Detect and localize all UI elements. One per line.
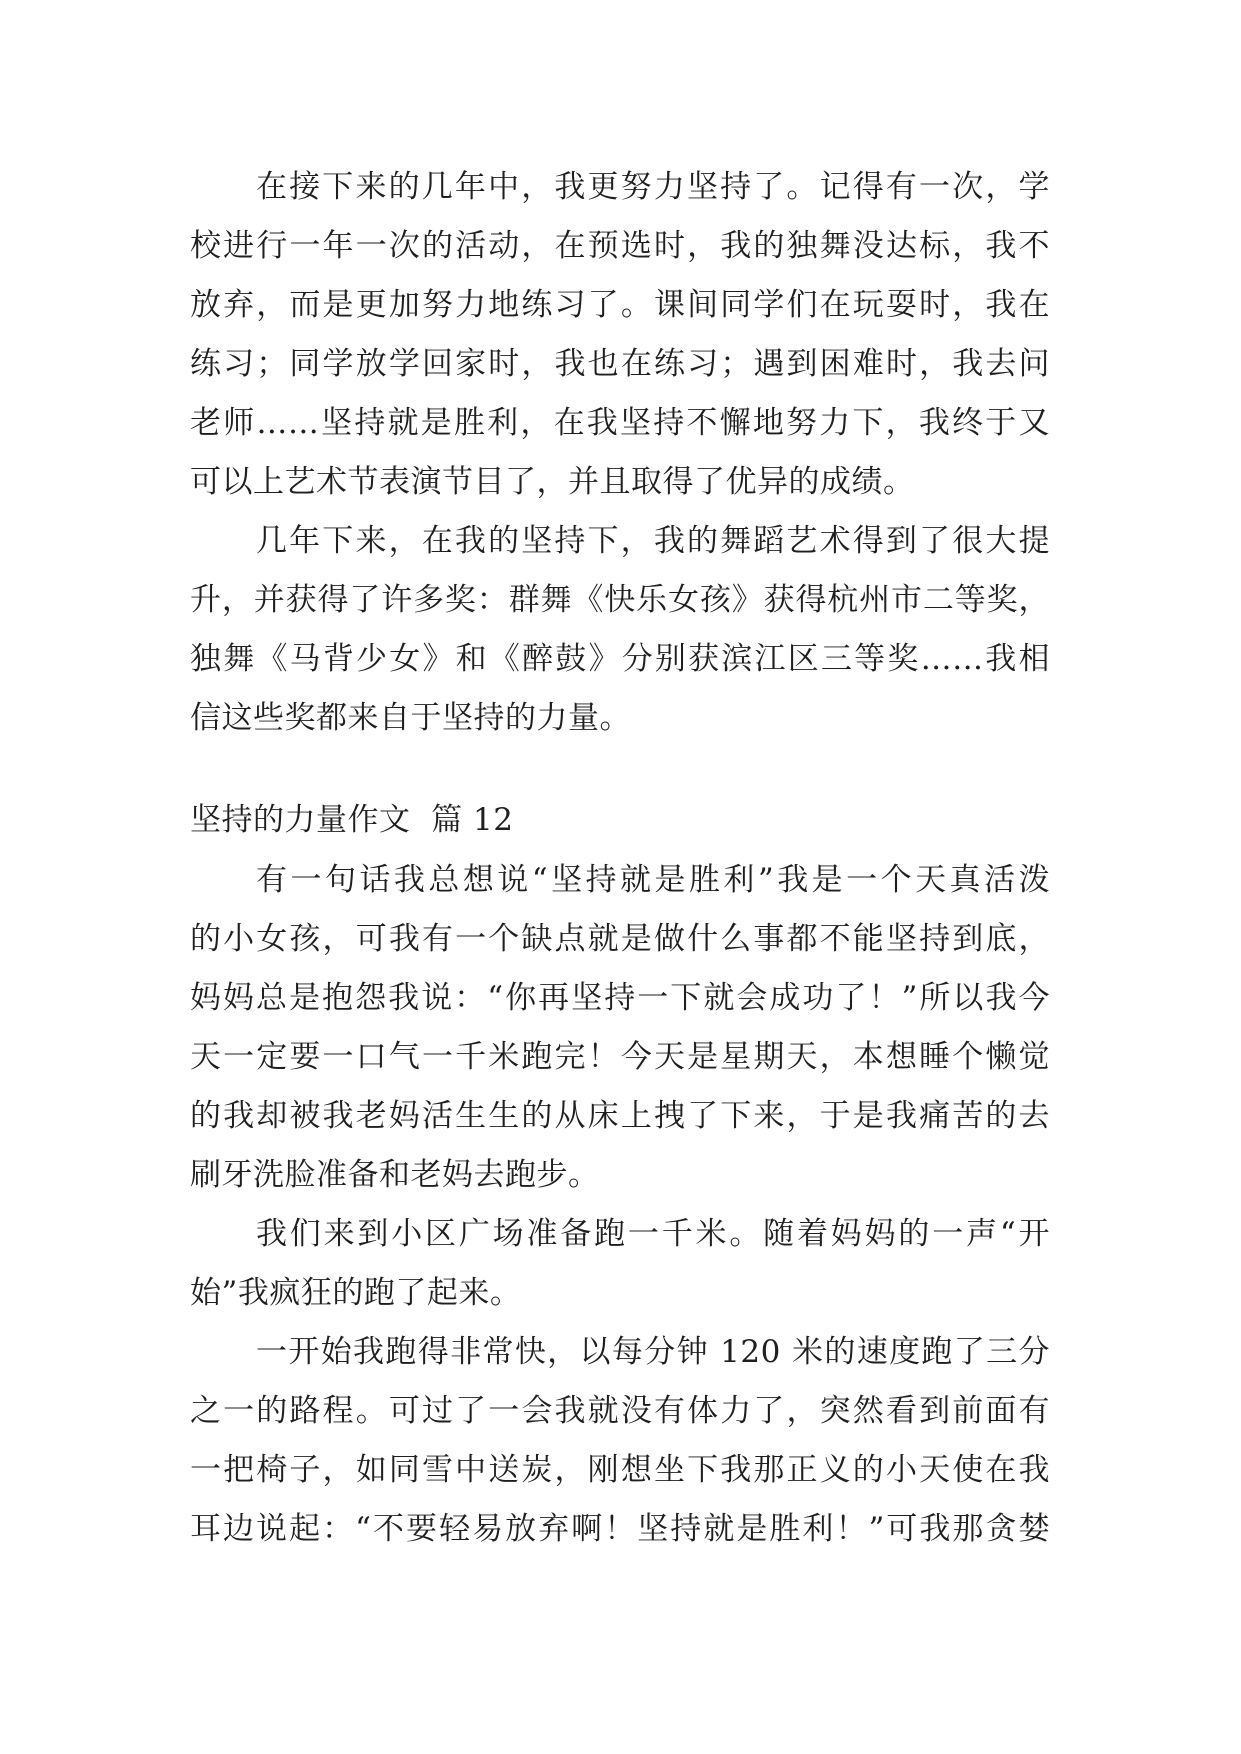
paragraph-1-line: 校进行一年一次的活动，在预选时，我的独舞没达标，我不 <box>190 228 1050 264</box>
paragraph-1-line: 放弃，而是更加努力地练习了。课间同学们在玩耍时，我在 <box>190 287 1050 323</box>
paragraph-5-line: 之一的路程。可过了一会我就没有体力了，突然看到前面有 <box>190 1393 1050 1429</box>
paragraph-2-line: 信这些奖都来自于坚持的力量。 <box>190 700 631 736</box>
paragraph-2-line: 几年下来，在我的坚持下，我的舞蹈艺术得到了很大提 <box>256 523 1050 559</box>
paragraph-1-line: 可以上艺术节表演节目了，并且取得了优异的成绩。 <box>190 464 915 500</box>
paragraph-3-line: 妈妈总是抱怨我说：“你再坚持一下就会成功了！”所以我今 <box>190 980 1050 1016</box>
paragraph-4-line: 我们来到小区广场准备跑一千米。随着妈妈的一声“开 <box>256 1216 1050 1252</box>
section-heading: 坚持的力量作文 篇 12 <box>190 802 514 838</box>
paragraph-3-line: 的小女孩，可我有一个缺点就是做什么事都不能坚持到底， <box>190 921 1050 957</box>
paragraph-4-line: 始”我疯狂的跑了起来。 <box>190 1275 522 1311</box>
paragraph-2-line: 独舞《马背少女》和《醉鼓》分别获滨江区三等奖……我相 <box>190 641 1050 677</box>
paragraph-3-line: 刷牙洗脸准备和老妈去跑步。 <box>190 1157 600 1193</box>
paragraph-1-line: 老师……坚持就是胜利，在我坚持不懈地努力下，我终于又 <box>190 405 1050 441</box>
paragraph-2-line: 升，并获得了许多奖：群舞《快乐女孩》获得杭州市二等奖， <box>190 582 1050 618</box>
paragraph-3-line: 天一定要一口气一千米跑完！今天是星期天，本想睡个懒觉 <box>190 1039 1050 1075</box>
paragraph-5-line: 一开始我跑得非常快，以每分钟 120 米的速度跑了三分 <box>256 1334 1050 1370</box>
paragraph-5-line: 耳边说起：“不要轻易放弃啊！坚持就是胜利！”可我那贪婪 <box>190 1511 1050 1547</box>
paragraph-3-line: 的我却被我老妈活生生的从床上拽了下来，于是我痛苦的去 <box>190 1098 1050 1134</box>
paragraph-3-line: 有一句话我总想说“坚持就是胜利”我是一个天真活泼 <box>256 862 1050 898</box>
paragraph-5-line: 一把椅子，如同雪中送炭，刚想坐下我那正义的小天使在我 <box>190 1452 1050 1488</box>
paragraph-1-line: 练习；同学放学回家时，我也在练习；遇到困难时，我去问 <box>190 346 1050 382</box>
paragraph-1-line: 在接下来的几年中，我更努力坚持了。记得有一次，学 <box>256 169 1050 205</box>
